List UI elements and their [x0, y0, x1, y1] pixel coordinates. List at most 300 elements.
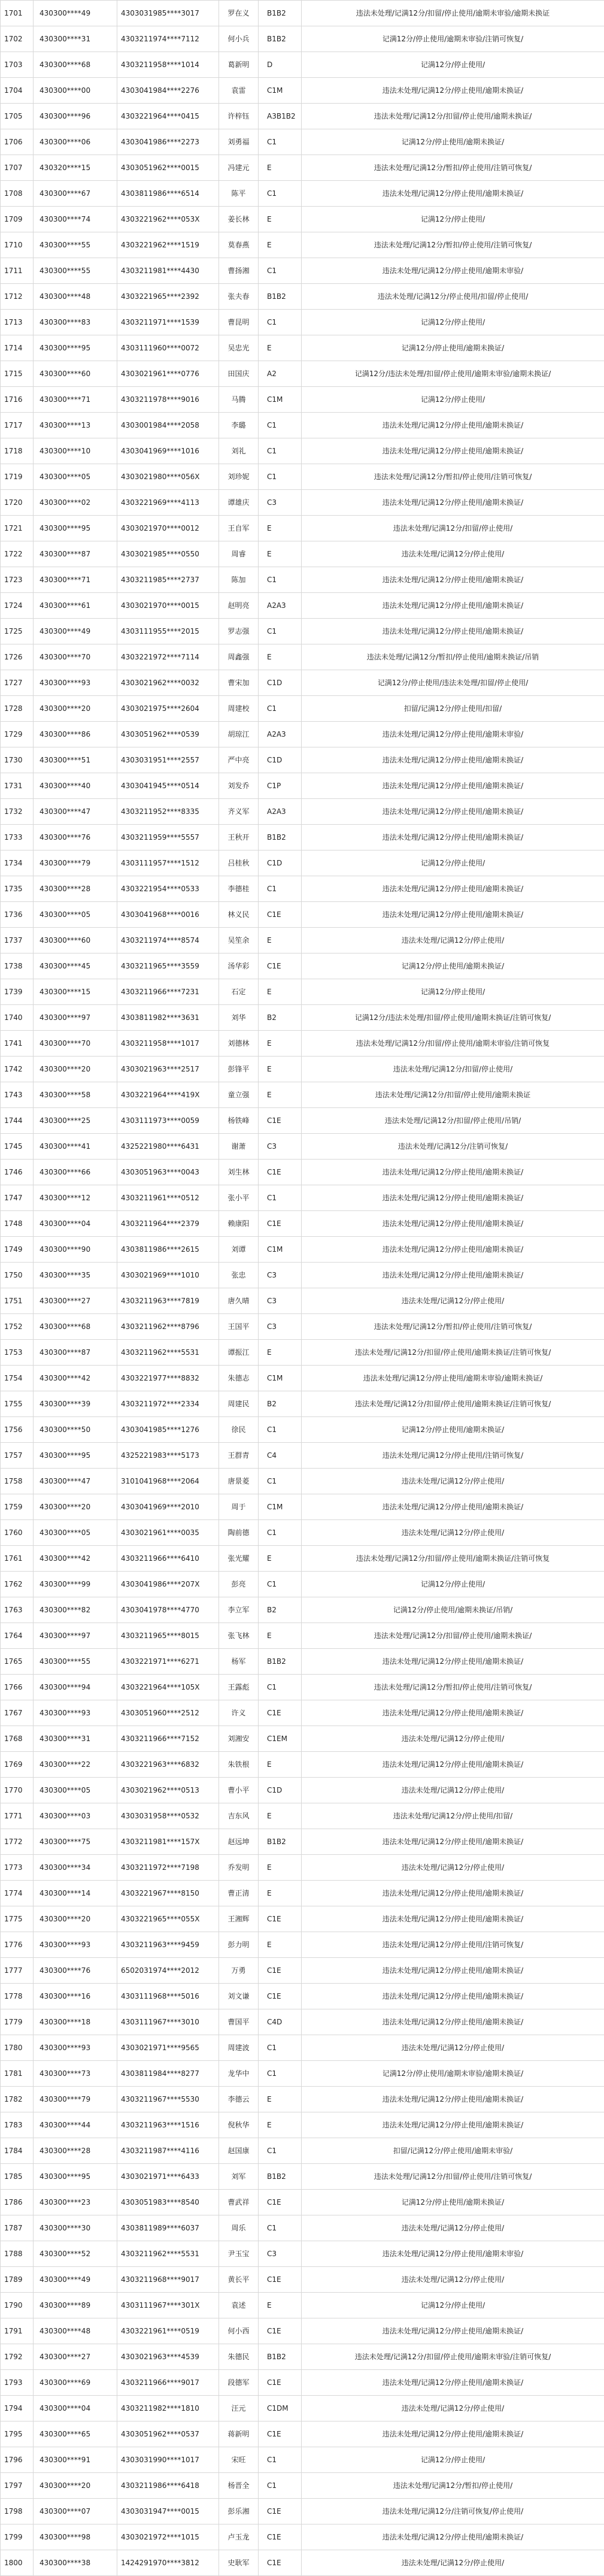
- row-number-cell: 1762: [1, 1572, 34, 1597]
- id-number-cell: 4303221964****419X: [117, 1082, 219, 1108]
- name-cell: 倪秋华: [219, 2112, 259, 2138]
- status-cell: 违法未处理/记满12分/停止使用/逾期未换证/: [302, 2370, 604, 2396]
- row-number-cell: 1724: [1, 593, 34, 619]
- license-class-cell: E: [259, 207, 302, 232]
- row-number-cell: 1740: [1, 1005, 34, 1031]
- table-row: [1, 1082, 604, 1108]
- table-row: [1, 310, 604, 335]
- id-number-cell: 4303041984****2276: [117, 78, 219, 104]
- status-cell: 违法未处理/记满12分/扣留/停止使用/: [302, 516, 604, 541]
- archive-number-cell: 430300****70: [34, 1031, 117, 1057]
- archive-number-cell: 430300****60: [34, 928, 117, 953]
- row-number-cell: 1789: [1, 2267, 34, 2293]
- table-row: [1, 541, 604, 567]
- status-cell: 违法未处理/记满12分/停止使用/: [302, 1288, 604, 1314]
- row-number-cell: 1752: [1, 1314, 34, 1340]
- license-class-cell: C1M: [259, 78, 302, 104]
- id-number-cell: 4303001984****2058: [117, 413, 219, 438]
- table-row: [1, 1778, 604, 1803]
- archive-number-cell: 430300****65: [34, 2421, 117, 2447]
- table-row: [1, 52, 604, 78]
- row-number-cell: 1744: [1, 1108, 34, 1134]
- row-number-cell: 1792: [1, 2344, 34, 2370]
- name-cell: 张夫春: [219, 284, 259, 310]
- row-number-cell: 1722: [1, 541, 34, 567]
- name-cell: 段德军: [219, 2370, 259, 2396]
- row-number-cell: 1771: [1, 1803, 34, 1829]
- id-number-cell: 4303211959****5557: [117, 825, 219, 850]
- status-cell: 违法未处理/记满12分/注销可恢复/: [302, 1134, 604, 1160]
- status-cell: 违法未处理/记满12分/停止使用/: [302, 928, 604, 953]
- row-number-cell: 1745: [1, 1134, 34, 1160]
- archive-number-cell: 430300****73: [34, 2061, 117, 2087]
- archive-number-cell: 430300****18: [34, 2009, 117, 2035]
- license-class-cell: E: [259, 335, 302, 361]
- license-class-cell: C1: [259, 181, 302, 207]
- table-row: [1, 1546, 604, 1572]
- license-class-cell: B1B2: [259, 1, 302, 26]
- table-row: [1, 335, 604, 361]
- name-cell: 唐久晴: [219, 1288, 259, 1314]
- table-row: [1, 207, 604, 232]
- archive-number-cell: 430300****13: [34, 413, 117, 438]
- table-row: [1, 1237, 604, 1263]
- row-number-cell: 1719: [1, 464, 34, 490]
- archive-number-cell: 430300****74: [34, 207, 117, 232]
- archive-number-cell: 430300****27: [34, 1288, 117, 1314]
- archive-number-cell: 430300****49: [34, 2267, 117, 2293]
- table-row: [1, 567, 604, 593]
- license-class-cell: C1: [259, 1572, 302, 1597]
- archive-number-cell: 430300****69: [34, 2370, 117, 2396]
- license-class-cell: A2A3: [259, 722, 302, 747]
- table-row: [1, 181, 604, 207]
- table-row: [1, 1855, 604, 1881]
- license-class-cell: C3: [259, 1134, 302, 1160]
- table-row: [1, 129, 604, 155]
- id-number-cell: 4303041985****1276: [117, 1417, 219, 1443]
- status-cell: 记满12分/违法未处理/扣留/停止使用/逾期未审验/逾期未换证/: [302, 361, 604, 387]
- row-number-cell: 1721: [1, 516, 34, 541]
- license-class-cell: C1: [259, 619, 302, 644]
- archive-number-cell: 430300****03: [34, 1803, 117, 1829]
- license-class-cell: E: [259, 1031, 302, 1057]
- name-cell: 彭亮: [219, 1572, 259, 1597]
- name-cell: 石定: [219, 979, 259, 1005]
- id-number-cell: 4303211966****7231: [117, 979, 219, 1005]
- table-row: [1, 953, 604, 979]
- name-cell: 陈平: [219, 181, 259, 207]
- id-number-cell: 4303221971****6271: [117, 1649, 219, 1675]
- status-cell: 记满12分/违法未处理/扣留/停止使用/逾期未换证/注销可恢复/: [302, 1005, 604, 1031]
- status-cell: 违法未处理/记满12分/停止使用/逾期未换证/: [302, 825, 604, 850]
- row-number-cell: 1726: [1, 644, 34, 670]
- name-cell: 刘谭: [219, 1237, 259, 1263]
- license-class-cell: B2: [259, 1391, 302, 1417]
- archive-number-cell: 430300****44: [34, 2112, 117, 2138]
- row-number-cell: 1774: [1, 1881, 34, 1906]
- status-cell: 记满12分/停止使用/违法未处理/扣留/停止使用/: [302, 670, 604, 696]
- license-class-cell: E: [259, 232, 302, 258]
- license-class-cell: C1D: [259, 1778, 302, 1803]
- archive-number-cell: 430300****00: [34, 78, 117, 104]
- table-row: [1, 1057, 604, 1082]
- status-cell: 违法未处理/记满12分/停止使用/逾期未换证/: [302, 1211, 604, 1237]
- status-cell: 违法未处理/记满12分/停止使用/: [302, 541, 604, 567]
- row-number-cell: 1708: [1, 181, 34, 207]
- table-row: [1, 2035, 604, 2061]
- table-row: [1, 773, 604, 799]
- archive-number-cell: 430300****97: [34, 1623, 117, 1649]
- id-number-cell: 4303031990****1017: [117, 2447, 219, 2473]
- row-number-cell: 1734: [1, 850, 34, 876]
- archive-number-cell: 430300****76: [34, 1958, 117, 1984]
- table-row: [1, 490, 604, 516]
- archive-number-cell: 430300****97: [34, 1005, 117, 1031]
- archive-number-cell: 430300****47: [34, 1469, 117, 1494]
- license-class-cell: C1D: [259, 850, 302, 876]
- row-number-cell: 1764: [1, 1623, 34, 1649]
- id-number-cell: 4303051963****0043: [117, 1160, 219, 1185]
- row-number-cell: 1783: [1, 2112, 34, 2138]
- archive-number-cell: 430300****25: [34, 1108, 117, 1134]
- id-number-cell: 4303051962****0539: [117, 722, 219, 747]
- id-number-cell: 4303021972****1015: [117, 2524, 219, 2550]
- row-number-cell: 1727: [1, 670, 34, 696]
- status-cell: 违法未处理/记满12分/停止使用/逾期未换证/: [302, 1494, 604, 1520]
- archive-number-cell: 430300****49: [34, 1, 117, 26]
- license-class-cell: C1: [259, 696, 302, 722]
- row-number-cell: 1766: [1, 1675, 34, 1700]
- table-row: [1, 1675, 604, 1700]
- table-row: [1, 1031, 604, 1057]
- name-cell: 刘文谦: [219, 1984, 259, 2009]
- table-row: [1, 2112, 604, 2138]
- status-cell: 违法未处理/记满12分/扣留/停止使用/逾期未审验/注销可恢复: [302, 1031, 604, 1057]
- archive-number-cell: 430300****95: [34, 1443, 117, 1469]
- license-class-cell: C1: [259, 2061, 302, 2087]
- row-number-cell: 1704: [1, 78, 34, 104]
- name-cell: 童立强: [219, 1082, 259, 1108]
- license-class-cell: C1D: [259, 670, 302, 696]
- license-class-cell: A2A3: [259, 799, 302, 825]
- row-number-cell: 1782: [1, 2087, 34, 2112]
- license-class-cell: C1E: [259, 1108, 302, 1134]
- status-cell: 违法未处理/记满12分/停止使用/逾期未换证/: [302, 1237, 604, 1263]
- table-row: [1, 2473, 604, 2499]
- status-cell: 记满12分/停止使用/: [302, 387, 604, 413]
- row-number-cell: 1791: [1, 2318, 34, 2344]
- archive-number-cell: 430300****45: [34, 953, 117, 979]
- status-cell: 违法未处理/记满12分/扣留/停止使用/逾期未审验/注销可恢复/: [302, 2344, 604, 2370]
- table-row: [1, 2421, 604, 2447]
- table-row: [1, 1700, 604, 1726]
- archive-number-cell: 430300****99: [34, 1572, 117, 1597]
- row-number-cell: 1763: [1, 1597, 34, 1623]
- table-row: [1, 2550, 604, 2576]
- id-number-cell: 4303021985****0550: [117, 541, 219, 567]
- status-cell: 违法未处理/记满12分/扣留/停止使用/逾期未换证: [302, 1082, 604, 1108]
- archive-number-cell: 430300****28: [34, 876, 117, 902]
- id-number-cell: 4303221962****1519: [117, 232, 219, 258]
- archive-number-cell: 430300****06: [34, 129, 117, 155]
- id-number-cell: 4303211962****5531: [117, 2241, 219, 2267]
- id-number-cell: 4303211981****157X: [117, 1829, 219, 1855]
- status-cell: 违法未处理/记满12分/停止使用/逾期未换证/: [302, 181, 604, 207]
- row-number-cell: 1738: [1, 953, 34, 979]
- id-number-cell: 4303221967****8150: [117, 1881, 219, 1906]
- license-class-cell: B1B2: [259, 1649, 302, 1675]
- row-number-cell: 1729: [1, 722, 34, 747]
- id-number-cell: 4303021970****0015: [117, 593, 219, 619]
- license-class-cell: C4D: [259, 2009, 302, 2035]
- table-row: [1, 258, 604, 284]
- status-cell: 违法未处理/记满12分/扣留/停止使用/吊销/: [302, 1108, 604, 1134]
- archive-number-cell: 430300****66: [34, 1160, 117, 1185]
- id-number-cell: 4303041986****207X: [117, 1572, 219, 1597]
- row-number-cell: 1754: [1, 1366, 34, 1391]
- row-number-cell: 1751: [1, 1288, 34, 1314]
- id-number-cell: 4303031958****0532: [117, 1803, 219, 1829]
- name-cell: 陈加: [219, 567, 259, 593]
- status-cell: 违法未处理/记满12分/停止使用/: [302, 1520, 604, 1546]
- row-number-cell: 1757: [1, 1443, 34, 1469]
- id-number-cell: 4303211978****9016: [117, 387, 219, 413]
- id-number-cell: 4303111955****2015: [117, 619, 219, 644]
- id-number-cell: 4303031947****0015: [117, 2499, 219, 2524]
- name-cell: 葛新明: [219, 52, 259, 78]
- archive-number-cell: 430300****47: [34, 799, 117, 825]
- name-cell: 赵远坤: [219, 1829, 259, 1855]
- license-class-cell: C1: [259, 2473, 302, 2499]
- license-class-cell: E: [259, 1623, 302, 1649]
- table-row: [1, 2241, 604, 2267]
- table-row: [1, 928, 604, 953]
- row-number-cell: 1735: [1, 876, 34, 902]
- license-class-cell: C3: [259, 1288, 302, 1314]
- name-cell: 唐景菱: [219, 1469, 259, 1494]
- license-class-cell: B1B2: [259, 1829, 302, 1855]
- row-number-cell: 1737: [1, 928, 34, 953]
- id-number-cell: 4303051962****0015: [117, 155, 219, 181]
- name-cell: 许义: [219, 1700, 259, 1726]
- name-cell: 彭乐湘: [219, 2499, 259, 2524]
- status-cell: 违法未处理/记满12分/注销可恢复/停止使用/: [302, 2499, 604, 2524]
- archive-number-cell: 430300****10: [34, 438, 117, 464]
- archive-number-cell: 430300****95: [34, 335, 117, 361]
- id-number-cell: 4303211972****7198: [117, 1855, 219, 1881]
- name-cell: 曹宋加: [219, 670, 259, 696]
- license-class-cell: C1E: [259, 1160, 302, 1185]
- archive-number-cell: 430300****02: [34, 490, 117, 516]
- status-cell: 违法未处理/记满12分/暂扣/停止使用/注销可恢复/: [302, 155, 604, 181]
- table-row: [1, 2447, 604, 2473]
- id-number-cell: 4303111957****1512: [117, 850, 219, 876]
- name-cell: 乔发明: [219, 1855, 259, 1881]
- table-row: [1, 1211, 604, 1237]
- id-number-cell: 4303051983****8540: [117, 2190, 219, 2215]
- row-number-cell: 1732: [1, 799, 34, 825]
- id-number-cell: 4303021961****0035: [117, 1520, 219, 1546]
- id-number-cell: 4303811986****2615: [117, 1237, 219, 1263]
- name-cell: 刘德林: [219, 1031, 259, 1057]
- status-cell: 违法未处理/记满12分/停止使用/逾期未换证/: [302, 413, 604, 438]
- archive-number-cell: 430300****71: [34, 387, 117, 413]
- table-row: [1, 722, 604, 747]
- name-cell: 袁述: [219, 2293, 259, 2318]
- row-number-cell: 1712: [1, 284, 34, 310]
- table-row: [1, 1108, 604, 1134]
- id-number-cell: 4303211964****2379: [117, 1211, 219, 1237]
- status-cell: 记满12分/停止使用/逾期未审验/逾期未换证/: [302, 2061, 604, 2087]
- license-class-cell: E: [259, 1855, 302, 1881]
- license-class-cell: C1M: [259, 1237, 302, 1263]
- table-row: [1, 876, 604, 902]
- status-cell: 违法未处理/记满12分/停止使用/逾期未换证/: [302, 2087, 604, 2112]
- archive-number-cell: 430300****07: [34, 2499, 117, 2524]
- archive-number-cell: 430300****95: [34, 2164, 117, 2190]
- table-row: [1, 1520, 604, 1546]
- row-number-cell: 1701: [1, 1, 34, 26]
- name-cell: 周建民: [219, 1391, 259, 1417]
- table-row: [1, 2138, 604, 2164]
- id-number-cell: 4303211965****8015: [117, 1623, 219, 1649]
- archive-number-cell: 430300****05: [34, 1778, 117, 1803]
- archive-number-cell: 430300****04: [34, 2396, 117, 2421]
- archive-number-cell: 430300****90: [34, 1237, 117, 1263]
- name-cell: 赵国康: [219, 2138, 259, 2164]
- row-number-cell: 1739: [1, 979, 34, 1005]
- row-number-cell: 1748: [1, 1211, 34, 1237]
- id-number-cell: 4303211962****5531: [117, 1340, 219, 1366]
- table-row: [1, 413, 604, 438]
- row-number-cell: 1770: [1, 1778, 34, 1803]
- status-cell: 扣留/记满12分/停止使用/逾期未审验/: [302, 2138, 604, 2164]
- status-cell: 违法未处理/记满12分/扣留/停止使用/逾期未审验/逾期未换证: [302, 1, 604, 26]
- table-row: [1, 593, 604, 619]
- license-class-cell: C1E: [259, 2318, 302, 2344]
- id-number-cell: 4303021963****4539: [117, 2344, 219, 2370]
- archive-number-cell: 430300****58: [34, 1082, 117, 1108]
- id-number-cell: 4303811986****6514: [117, 181, 219, 207]
- name-cell: 李立军: [219, 1597, 259, 1623]
- row-number-cell: 1741: [1, 1031, 34, 1057]
- archive-number-cell: 430300****41: [34, 1134, 117, 1160]
- table-row: [1, 2267, 604, 2293]
- archive-number-cell: 430300****82: [34, 1597, 117, 1623]
- name-cell: 谭雄庆: [219, 490, 259, 516]
- row-number-cell: 1781: [1, 2061, 34, 2087]
- status-cell: 记满12分/停止使用/逾期未换证/吊销/: [302, 1597, 604, 1623]
- archive-number-cell: 430300****15: [34, 979, 117, 1005]
- license-class-cell: C1EM: [259, 1726, 302, 1752]
- license-class-cell: C4: [259, 1443, 302, 1469]
- name-cell: 谢萧: [219, 1134, 259, 1160]
- row-number-cell: 1718: [1, 438, 34, 464]
- id-number-cell: 4303041968****0016: [117, 902, 219, 928]
- name-cell: 何小兵: [219, 26, 259, 52]
- table-row: [1, 387, 604, 413]
- id-number-cell: 4303021975****2604: [117, 696, 219, 722]
- license-class-cell: C1: [259, 1469, 302, 1494]
- name-cell: 李德桂: [219, 876, 259, 902]
- id-number-cell: 4303221962****053X: [117, 207, 219, 232]
- archive-number-cell: 430300****16: [34, 1984, 117, 2009]
- license-class-cell: C1E: [259, 2499, 302, 2524]
- name-cell: 齐义军: [219, 799, 259, 825]
- id-number-cell: 4303211968****9017: [117, 2267, 219, 2293]
- row-number-cell: 1743: [1, 1082, 34, 1108]
- row-number-cell: 1755: [1, 1391, 34, 1417]
- name-cell: 莫春燕: [219, 232, 259, 258]
- row-number-cell: 1733: [1, 825, 34, 850]
- archive-number-cell: 430300****94: [34, 1675, 117, 1700]
- row-number-cell: 1714: [1, 335, 34, 361]
- archive-number-cell: 430300****61: [34, 593, 117, 619]
- table-row: [1, 825, 604, 850]
- row-number-cell: 1753: [1, 1340, 34, 1366]
- name-cell: 王秋开: [219, 825, 259, 850]
- status-cell: 违法未处理/记满12分/停止使用/逾期未换证/: [302, 902, 604, 928]
- name-cell: 周建校: [219, 696, 259, 722]
- status-cell: 违法未处理/记满12分/停止使用/逾期未换证/: [302, 1185, 604, 1211]
- license-class-cell: C1E: [259, 1211, 302, 1237]
- license-class-cell: A2A3: [259, 593, 302, 619]
- name-cell: 彭锋平: [219, 1057, 259, 1082]
- name-cell: 彭力明: [219, 1932, 259, 1958]
- license-class-cell: C3: [259, 490, 302, 516]
- status-cell: 违法未处理/记满12分/停止使用/逾期未换证/: [302, 2112, 604, 2138]
- license-class-cell: E: [259, 155, 302, 181]
- archive-number-cell: 430300****87: [34, 541, 117, 567]
- row-number-cell: 1750: [1, 1263, 34, 1288]
- status-cell: 违法未处理/记满12分/扣留/停止使用/逾期未换证/注销可恢复: [302, 1546, 604, 1572]
- license-class-cell: B1B2: [259, 284, 302, 310]
- archive-number-cell: 430320****15: [34, 155, 117, 181]
- archive-number-cell: 430300****38: [34, 2550, 117, 2576]
- license-class-cell: E: [259, 2293, 302, 2318]
- table-row: [1, 1417, 604, 1443]
- status-cell: 违法未处理/记满12分/停止使用/逾期未换证/: [302, 747, 604, 773]
- name-cell: 张飞林: [219, 1623, 259, 1649]
- id-number-cell: 4303021969****1010: [117, 1263, 219, 1288]
- archive-number-cell: 430300****79: [34, 850, 117, 876]
- id-number-cell: 4303051962****0537: [117, 2421, 219, 2447]
- table-row: [1, 2370, 604, 2396]
- table-row: [1, 644, 604, 670]
- table-row: [1, 1314, 604, 1340]
- row-number-cell: 1779: [1, 2009, 34, 2035]
- status-cell: 违法未处理/记满12分/暂扣/停止使用/逾期未换证/吊销: [302, 644, 604, 670]
- id-number-cell: 4303211985****2737: [117, 567, 219, 593]
- archive-number-cell: 430300****40: [34, 773, 117, 799]
- archive-number-cell: 430300****23: [34, 2190, 117, 2215]
- row-number-cell: 1711: [1, 258, 34, 284]
- license-class-cell: C1M: [259, 387, 302, 413]
- id-number-cell: 4303021962****0032: [117, 670, 219, 696]
- table-row: [1, 2293, 604, 2318]
- id-number-cell: 4303031985****3017: [117, 1, 219, 26]
- id-number-cell: 4303211963****7819: [117, 1288, 219, 1314]
- id-number-cell: 4303021962****0513: [117, 1778, 219, 1803]
- name-cell: 吉东风: [219, 1803, 259, 1829]
- id-number-cell: 4303041945****0514: [117, 773, 219, 799]
- id-number-cell: 4303041969****2010: [117, 1494, 219, 1520]
- license-class-cell: E: [259, 1881, 302, 1906]
- license-class-cell: E: [259, 979, 302, 1005]
- id-number-cell: 4325221983****5173: [117, 1443, 219, 1469]
- name-cell: 赵明亮: [219, 593, 259, 619]
